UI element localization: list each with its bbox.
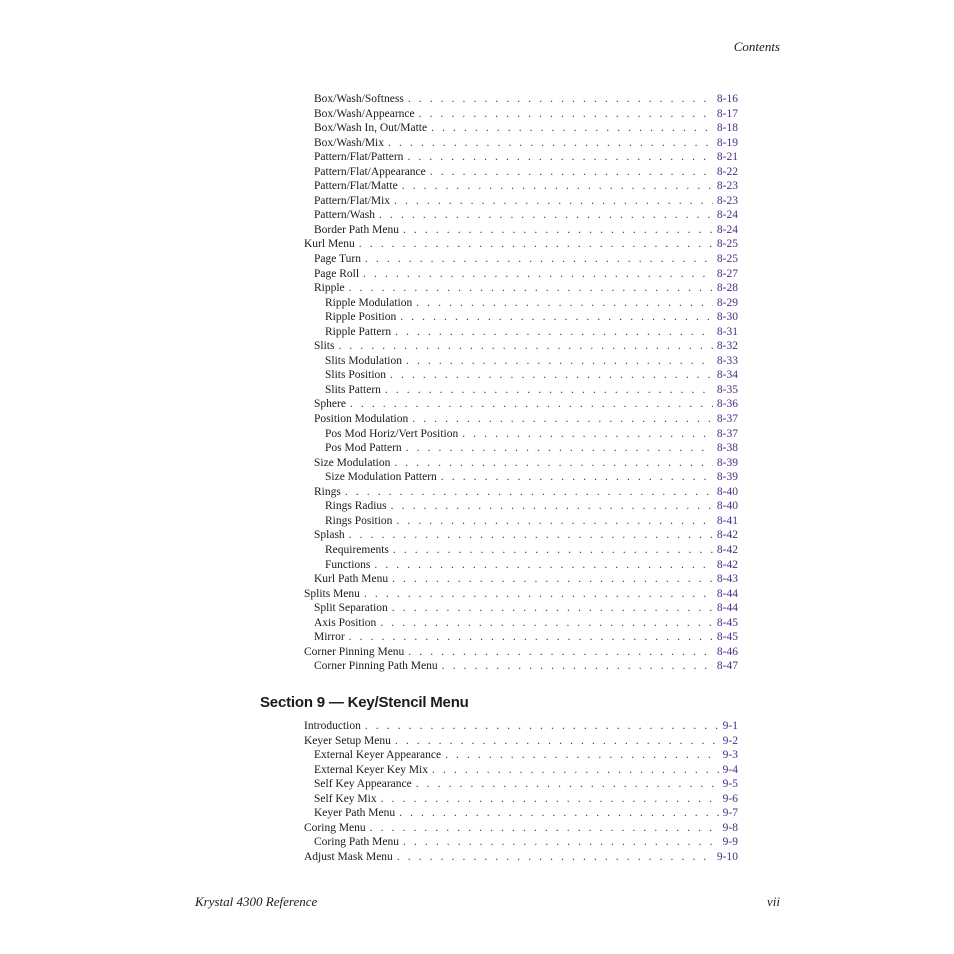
toc-entry-page-link[interactable]: 8-39: [716, 456, 738, 469]
toc-entry[interactable]: [304, 558, 738, 573]
toc-entry-title: Box/Wash/Appearnce: [314, 107, 415, 120]
toc-entry-title: External Keyer Key Mix: [314, 763, 429, 776]
toc-entry-page-link[interactable]: 8-23: [716, 180, 738, 193]
toc-entry-title: Coring Menu: [304, 821, 366, 834]
toc-entry-page-link[interactable]: 9-1: [722, 720, 738, 732]
toc-entry-page-link[interactable]: 8-42: [716, 543, 738, 556]
toc-entry[interactable]: [304, 267, 738, 282]
dot-leader: [402, 179, 713, 194]
toc-entry-title: Border Path Menu: [314, 223, 399, 236]
toc-entry[interactable]: [304, 92, 738, 107]
toc-entry-title: Box/Wash/Softness: [314, 93, 404, 105]
toc-list-section-9: [304, 719, 738, 864]
toc-entry[interactable]: [304, 821, 738, 836]
toc-entry-page-link[interactable]: 8-17: [716, 107, 738, 120]
toc-entry[interactable]: [304, 499, 738, 514]
toc-entry-page-link[interactable]: 9-8: [722, 821, 738, 834]
toc-entry-title: Corner Pinning Menu: [304, 645, 405, 658]
toc-entry-page-link[interactable]: 8-40: [716, 500, 738, 513]
toc-entry[interactable]: [304, 427, 738, 442]
dot-leader: [416, 777, 719, 792]
toc-entry-page-link[interactable]: 8-27: [716, 267, 738, 280]
toc-entry-title: Coring Path Menu: [314, 836, 399, 849]
toc-entry[interactable]: [304, 587, 738, 602]
toc-entry-page-link[interactable]: 8-45: [716, 631, 738, 644]
toc-entry[interactable]: [304, 281, 738, 296]
toc-entry[interactable]: [304, 368, 738, 383]
toc-entry[interactable]: [304, 630, 738, 645]
toc-entry[interactable]: [304, 237, 738, 252]
dot-leader: [391, 499, 713, 514]
toc-entry[interactable]: [304, 441, 738, 456]
dot-leader: [403, 835, 719, 850]
dot-leader: [397, 850, 713, 865]
toc-entry[interactable]: [304, 150, 738, 165]
toc-entry-title: Pos Mod Horiz/Vert Position: [325, 427, 459, 440]
toc-entry[interactable]: [304, 339, 738, 354]
dot-leader: [349, 528, 713, 543]
toc-entry-title: Split Separation: [314, 602, 388, 615]
toc-entry-page-link[interactable]: 8-22: [716, 165, 738, 178]
toc-entry-page-link[interactable]: 8-25: [716, 238, 738, 251]
toc-entry[interactable]: [304, 310, 738, 325]
toc-entry-title: Ripple Pattern: [325, 325, 392, 338]
dot-leader: [419, 107, 713, 122]
toc-entry[interactable]: [304, 208, 738, 223]
toc-entry-title: Pattern/Flat/Mix: [314, 194, 391, 207]
dot-leader: [408, 92, 713, 107]
toc-entry-title: Page Roll: [314, 267, 360, 280]
toc-entry[interactable]: [304, 601, 738, 616]
dot-leader: [403, 223, 713, 238]
toc-entry-title: Size Modulation Pattern: [325, 471, 437, 484]
dot-leader: [345, 485, 713, 500]
toc-entry-title: Slits: [314, 340, 335, 353]
dot-leader: [388, 136, 713, 151]
toc-entry[interactable]: [304, 223, 738, 238]
toc-entry-title: Ripple Position: [325, 311, 397, 324]
toc-entry-title: Splits Menu: [304, 587, 360, 600]
dot-leader: [370, 821, 719, 836]
toc-entry-title: Keyer Setup Menu: [304, 734, 391, 747]
toc-entry-page-link[interactable]: 8-29: [716, 296, 738, 309]
toc-entry-title: Self Key Appearance: [314, 778, 412, 791]
toc-entry-page-link[interactable]: 8-40: [716, 485, 738, 498]
toc-entry-page-link[interactable]: 8-24: [716, 223, 738, 236]
toc-entry-title: Splash: [314, 529, 345, 542]
toc-entry-page-link[interactable]: 8-24: [716, 209, 738, 222]
toc-entry[interactable]: [304, 456, 738, 471]
dot-leader: [338, 339, 712, 354]
dot-leader: [407, 150, 712, 165]
toc-entry-page-link[interactable]: 8-35: [716, 383, 738, 396]
toc-entry[interactable]: [304, 719, 738, 734]
dot-leader: [392, 572, 713, 587]
toc-entry-page-link[interactable]: 8-45: [716, 616, 738, 629]
footer-book-title: Krystal 4300 Reference: [195, 894, 318, 909]
toc-entry-title: Pattern/Flat/Matte: [314, 180, 398, 193]
toc-entry-page-link[interactable]: 8-44: [716, 602, 738, 615]
dot-leader: [379, 208, 713, 223]
toc-entry-title: Keyer Path Menu: [314, 807, 396, 820]
toc-entry-page-link[interactable]: 8-25: [716, 253, 738, 266]
running-header: Contents: [733, 39, 780, 54]
dot-leader: [396, 514, 712, 529]
toc-entry[interactable]: [304, 470, 738, 485]
toc-entry[interactable]: [304, 777, 738, 792]
toc-entry-page-link[interactable]: 8-23: [716, 194, 738, 207]
toc-entry-page-link[interactable]: 8-36: [716, 398, 738, 411]
dot-leader: [381, 792, 719, 807]
toc-entry-page-link[interactable]: 9-7: [722, 807, 738, 820]
dot-leader: [431, 121, 713, 136]
toc-entry-title: Rings Radius: [325, 500, 387, 513]
toc-entry-page-link[interactable]: 8-43: [716, 573, 738, 586]
dot-leader: [441, 470, 713, 485]
dot-leader: [395, 734, 719, 749]
toc-entry-page-link[interactable]: 8-33: [716, 354, 738, 367]
toc-entry-title: Corner Pinning Path Menu: [314, 660, 438, 673]
toc-entry[interactable]: [304, 179, 738, 194]
dot-leader: [359, 237, 713, 252]
dot-leader: [406, 441, 713, 456]
dot-leader: [385, 383, 713, 398]
dot-leader: [365, 719, 719, 734]
toc-entry[interactable]: [304, 543, 738, 558]
dot-leader: [432, 763, 719, 778]
toc-entry-page-link[interactable]: 8-39: [716, 471, 738, 484]
toc-entry[interactable]: [304, 850, 738, 865]
toc-entry[interactable]: [304, 835, 738, 850]
toc-entry-page-link[interactable]: 9-2: [722, 734, 738, 747]
toc-entry[interactable]: [304, 514, 738, 529]
dot-leader: [394, 456, 713, 471]
toc-entry[interactable]: [304, 383, 738, 398]
toc-entry-title: Pattern/Flat/Pattern: [314, 151, 404, 164]
toc-entry-title: Functions: [325, 558, 371, 571]
toc-entry-title: Pattern/Wash: [314, 209, 376, 222]
toc-entry-title: Sphere: [314, 398, 346, 411]
dot-leader: [408, 645, 713, 660]
toc-entry-page-link[interactable]: 9-4: [722, 763, 738, 776]
footer-page-number: vii: [767, 894, 780, 909]
toc-entry-page-link[interactable]: 8-42: [716, 558, 738, 571]
toc-entry-page-link[interactable]: 9-10: [716, 850, 738, 863]
toc-entry[interactable]: [304, 748, 738, 763]
toc-entry-title: Introduction: [304, 720, 361, 732]
toc-entry[interactable]: [304, 107, 738, 122]
toc-entry-page-link[interactable]: 8-44: [716, 587, 738, 600]
dot-leader: [400, 310, 713, 325]
toc-entry-title: Slits Pattern: [325, 383, 381, 396]
dot-leader: [380, 616, 713, 631]
toc-entry-title: Box/Wash In, Out/Matte: [314, 122, 428, 135]
toc-entry-title: Pos Mod Pattern: [325, 442, 402, 455]
toc-entry-page-link[interactable]: 8-46: [716, 645, 738, 658]
toc-entry-page-link[interactable]: 9-9: [722, 836, 738, 849]
toc-entry-page-link[interactable]: 9-6: [722, 792, 738, 805]
dot-leader: [363, 267, 713, 282]
toc-entry-page-link[interactable]: 8-41: [716, 514, 738, 527]
toc-entry[interactable]: [304, 792, 738, 807]
toc-entry-title: Axis Position: [314, 616, 377, 629]
dot-leader: [349, 281, 713, 296]
toc-entry[interactable]: [304, 528, 738, 543]
toc-entry[interactable]: [304, 645, 738, 660]
toc-entry-page-link[interactable]: 8-16: [716, 93, 738, 105]
toc-entry-title: Self Key Mix: [314, 792, 377, 805]
toc-entry[interactable]: [304, 121, 738, 136]
toc-entry[interactable]: [304, 165, 738, 180]
dot-leader: [430, 165, 713, 180]
toc-entry-page-link[interactable]: 8-34: [716, 369, 738, 382]
dot-leader: [406, 354, 713, 369]
dot-leader: [392, 601, 713, 616]
dot-leader: [364, 587, 713, 602]
dot-leader: [350, 397, 713, 412]
toc-entry-page-link[interactable]: 8-38: [716, 442, 738, 455]
toc-entry-title: Slits Position: [325, 369, 387, 382]
toc-entry-title: Page Turn: [314, 253, 361, 266]
toc-entry-page-link[interactable]: 8-18: [716, 122, 738, 135]
dot-leader: [390, 368, 713, 383]
toc-entry-title: Kurl Path Menu: [314, 573, 389, 586]
toc-entry[interactable]: [304, 136, 738, 151]
dot-leader: [349, 630, 713, 645]
toc-entry[interactable]: [304, 397, 738, 412]
toc-entry-title: Size Modulation: [314, 456, 391, 469]
toc-entry-title: Ripple Modulation: [325, 296, 413, 309]
toc-entry-title: External Keyer Appearance: [314, 749, 442, 762]
dot-leader: [416, 296, 713, 311]
toc-entry[interactable]: [304, 354, 738, 369]
toc-entry-page-link[interactable]: 8-47: [716, 660, 738, 673]
toc-entry-page-link[interactable]: 8-19: [716, 136, 738, 149]
dot-leader: [442, 659, 713, 674]
toc-entry[interactable]: [304, 252, 738, 267]
toc-entry-page-link[interactable]: 9-3: [722, 749, 738, 762]
toc-entry-page-link[interactable]: 8-28: [716, 282, 738, 295]
dot-leader: [395, 325, 713, 340]
toc-entry-title: Adjust Mask Menu: [304, 850, 393, 863]
section-heading: Section 9 — Key/Stencil Menu: [260, 694, 469, 711]
toc-entry[interactable]: [304, 734, 738, 749]
toc-entry-title: Requirements: [325, 543, 389, 556]
toc-entry[interactable]: [304, 806, 738, 821]
dot-leader: [399, 806, 719, 821]
toc-entry[interactable]: [304, 325, 738, 340]
toc-entry-page-link[interactable]: 9-5: [722, 778, 738, 791]
toc-list-section-8: [304, 92, 738, 674]
toc-entry-title: Ripple: [314, 282, 345, 295]
toc-entry[interactable]: [304, 194, 738, 209]
toc-entry-page-link[interactable]: 8-21: [716, 151, 738, 164]
toc-entry-title: Position Modulation: [314, 413, 409, 426]
toc-entry[interactable]: [304, 572, 738, 587]
toc-entry-page-link[interactable]: 8-37: [716, 427, 738, 440]
dot-leader: [412, 412, 713, 427]
toc-entry-page-link[interactable]: 8-37: [716, 413, 738, 426]
toc-entry-title: Slits Modulation: [325, 354, 402, 367]
dot-leader: [394, 194, 713, 209]
toc-entry[interactable]: [304, 485, 738, 500]
dot-leader: [462, 427, 713, 442]
toc-entry-page-link[interactable]: 8-30: [716, 311, 738, 324]
toc-entry-title: Box/Wash/Mix: [314, 136, 384, 149]
toc-entry[interactable]: [304, 616, 738, 631]
toc-entry[interactable]: [304, 763, 738, 778]
dot-leader: [445, 748, 719, 763]
toc-entry-title: Mirror: [314, 631, 345, 644]
dot-leader: [365, 252, 713, 267]
toc-entry[interactable]: [304, 659, 738, 674]
toc-entry-page-link[interactable]: 8-32: [716, 340, 738, 353]
toc-entry[interactable]: [304, 296, 738, 311]
toc-entry-title: Pattern/Flat/Appearance: [314, 165, 426, 178]
toc-entry-page-link[interactable]: 8-42: [716, 529, 738, 542]
dot-leader: [374, 558, 713, 573]
toc-entry[interactable]: [304, 412, 738, 427]
dot-leader: [393, 543, 713, 558]
toc-entry-page-link[interactable]: 8-31: [716, 325, 738, 338]
toc-entry-title: Kurl Menu: [304, 238, 355, 251]
toc-entry-title: Rings: [314, 485, 341, 498]
toc-entry-title: Rings Position: [325, 514, 393, 527]
